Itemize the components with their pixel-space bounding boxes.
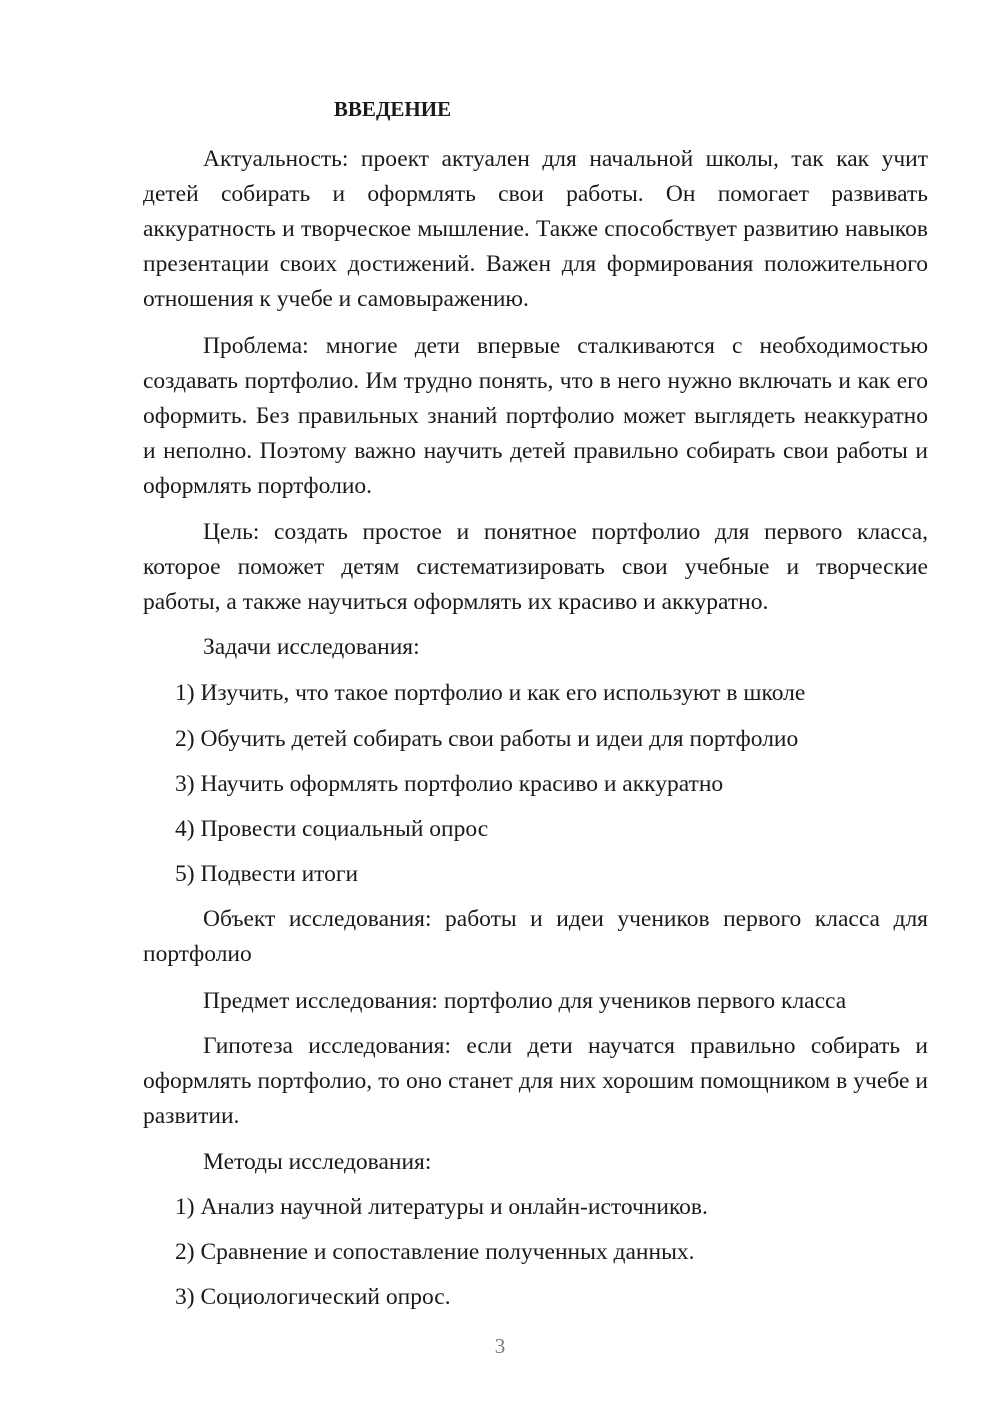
hypothesis-paragraph: Гипотеза исследования: если дети научатся правильно собирать и оформлять портфолио, то оно станет для них хорошим помощником в учебе и развитии. — [143, 1033, 928, 1129]
task-item: 4) Провести социальный опрос — [175, 816, 489, 842]
method-item: 3) Социологический опрос. — [175, 1284, 451, 1310]
task-item: 1) Изучить, что такое портфолио и как его используют в школе — [175, 680, 806, 706]
object-paragraph: Объект исследования: работы и идеи учеников первого класса для портфолио — [143, 906, 928, 967]
method-item: 2) Сравнение и сопоставление полученных данных. — [175, 1239, 695, 1265]
method-item: 1) Анализ научной литературы и онлайн-источников. — [175, 1194, 708, 1220]
tasks-heading: Задачи исследования: — [203, 634, 420, 660]
task-item: 5) Подвести итоги — [175, 861, 359, 887]
page-title: ВВЕДЕНИЕ — [333, 97, 452, 121]
task-item: 2) Обучить детей собирать свои работы и идеи для портфолио — [175, 726, 799, 752]
relevance-paragraph: Актуальность: проект актуален для начальной школы, так как учит детей собирать и оформлять свои работы. Он помогает развивать аккуратность и творческое мышление. Также способствует развитию навыков презентации своих достижений. Важен для формирования положительного отношения к учебе и самовыражению. — [143, 146, 928, 312]
goal-paragraph: Цель: создать простое и понятное портфолио для первого класса, которое поможет детям систематизировать свои учебные и творческие работы, а также научиться оформлять их красиво и аккуратно. — [143, 519, 928, 615]
page-number: 3 — [494, 1334, 506, 1358]
methods-heading: Методы исследования: — [203, 1149, 432, 1175]
subject-paragraph: Предмет исследования: портфолио для учеников первого класса — [203, 988, 847, 1014]
task-item: 3) Научить оформлять портфолио красиво и аккуратно — [175, 771, 724, 797]
problem-paragraph: Проблема: многие дети впервые сталкиваются с необходимостью создавать портфолио. Им трудно понять, что в него нужно включать и как его оформить. Без правильных знаний портфолио может выглядеть неаккуратно и неполно. Поэтому важно научить детей правильно собирать свои работы и оформлять портфолио. — [143, 333, 928, 499]
